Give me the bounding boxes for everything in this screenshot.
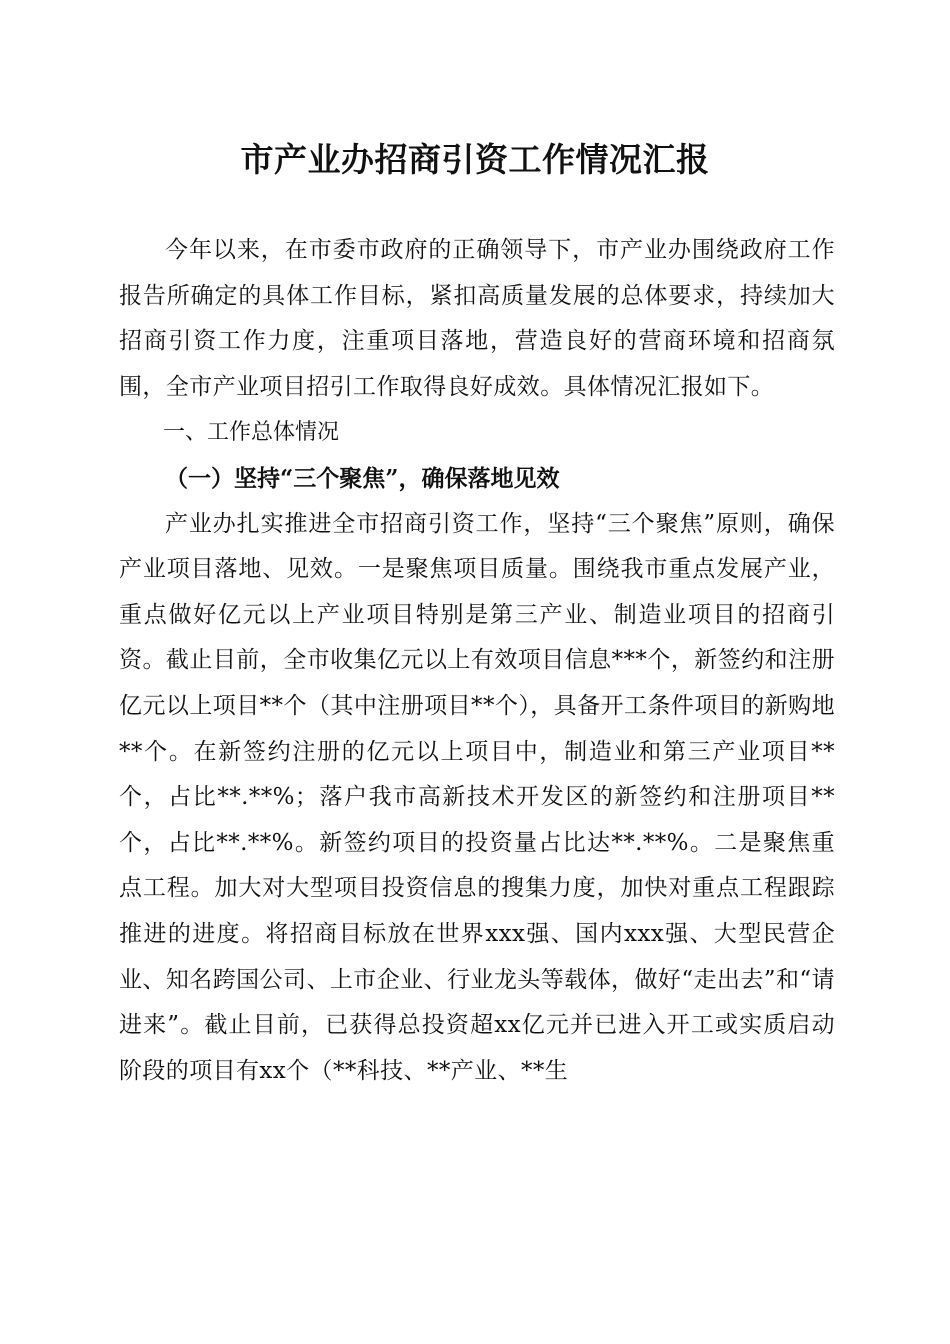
subsection-heading: （一）坚持“三个聚焦”，确保落地见效 <box>165 464 560 492</box>
intro-paragraph: 今年以来，在市委市政府的正确领导下，市产业办围绕政府工作报告所确定的具体工作目标，紧扣高质量发展的总体要求，持续加大招商引资工作力度，注重项目落地，营造良好的营商环境和招商氛围，全市产业项目招引工作取得良好成效。具体情况汇报如下。 <box>119 237 835 400</box>
document-title: 市产业办招商引资工作情况汇报 <box>240 140 710 179</box>
subsection-paragraph: 产业办扎实推进全市招商引资工作，坚持“三个聚焦”原则，确保产业项目落地、见效。一是聚焦项目质量。围绕我市重点发展产业，重点做好亿元以上产业项目特别是第三产业、制造业项目的招商引资。截止目前，全市收集亿元以上有效项目信息***个，新签约和注册亿元以上项目**个（其中注册项目**个），具备开工条件项目的新购地**个。在新签约注册的亿元以上项目中，制造业和第三产业项目**个，占比**.**%；落户我市高新技术开发区的新签约和注册项目**个，占比**.**%。新签约项目的投资量占比达**.**%。二是聚焦重点工程。加大对大型项目投资信息的搜集力度，加快对重点工程跟踪推进的进度。将招商目标放在世界xxx强、国内xxx强、大型民营企业、知名跨国公司、上市企业、行业龙头等载体，做好“走出去”和“请进来”。截止目前，已获得总投资超xx亿元并已进入开工或实质启动阶段的项目有xx个（**科技、**产业、**生 <box>119 510 835 1084</box>
document-body <box>119 228 835 1094</box>
section-heading: 一、工作总体情况 <box>163 420 340 446</box>
